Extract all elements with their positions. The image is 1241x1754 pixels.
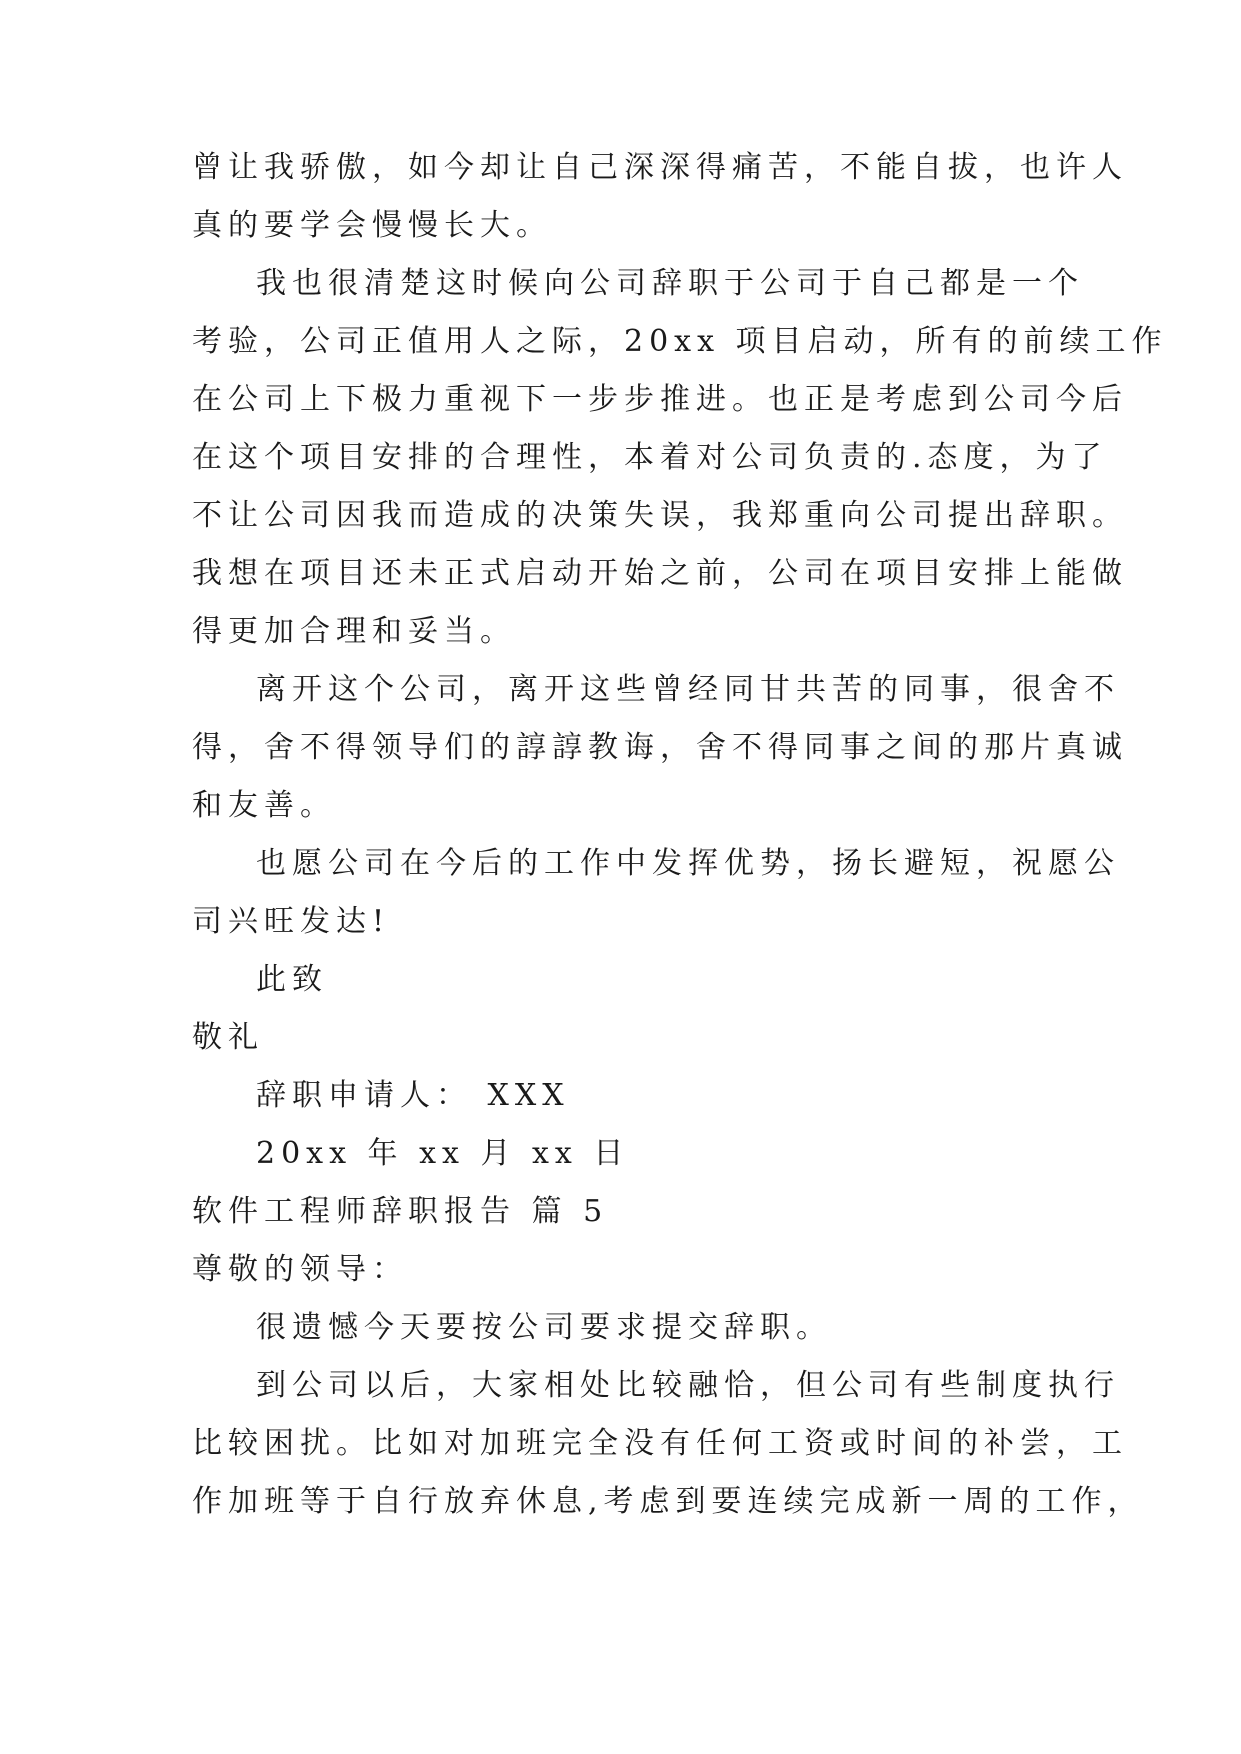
text-line: 比较困扰。比如对加班完全没有任何工资或时间的补尝，工: [192, 1426, 1128, 1461]
text-line: 在这个项目安排的合理性，本着对公司负责的.态度，为了: [192, 440, 1108, 475]
salutation: 尊敬的领导：: [192, 1252, 408, 1287]
closing-phrase: 此致: [256, 962, 328, 997]
paragraph-start: 到公司以后，大家相处比较融恰，但公司有些制度执行: [256, 1368, 1120, 1403]
text-line: 得更加合理和妥当。: [192, 614, 516, 649]
section-title: 软件工程师辞职报告 篇 5: [192, 1194, 609, 1229]
text-line: 作加班等于自行放弃休息,考虑到要连续完成新一周的工作，: [192, 1484, 1144, 1519]
paragraph-start: 很遗憾今天要按公司要求提交辞职。: [256, 1310, 832, 1345]
text-line: 我想在项目还未正式启动开始之前，公司在项目安排上能做: [192, 556, 1128, 591]
text-line: 在公司上下极力重视下一步步推进。也正是考虑到公司今后: [192, 382, 1128, 417]
text-line: 司兴旺发达!: [192, 904, 391, 939]
paragraph-start: 也愿公司在今后的工作中发挥优势，扬长避短，祝愿公: [256, 846, 1120, 881]
text-line: 和友善。: [192, 788, 336, 823]
signature-date: 20xx 年 xx 月 xx 日: [256, 1136, 630, 1171]
salutation-closing: 敬礼: [192, 1020, 264, 1055]
signature-applicant: 辞职申请人： XXX: [256, 1078, 570, 1113]
paragraph-start: 我也很清楚这时候向公司辞职于公司于自己都是一个: [256, 266, 1084, 301]
text-line: 真的要学会慢慢长大。: [192, 208, 552, 243]
text-line: 考验，公司正值用人之际，20xx 项目启动，所有的前续工作: [192, 324, 1168, 359]
text-line: 不让公司因我而造成的决策失误，我郑重向公司提出辞职。: [192, 498, 1128, 533]
text-line: 曾让我骄傲，如今却让自己深深得痛苦，不能自拔，也许人: [192, 150, 1128, 185]
text-line: 得，舍不得领导们的諄諄教诲，舍不得同事之间的那片真诚: [192, 730, 1128, 765]
paragraph-start: 离开这个公司，离开这些曾经同甘共苦的同事，很舍不: [256, 672, 1120, 707]
